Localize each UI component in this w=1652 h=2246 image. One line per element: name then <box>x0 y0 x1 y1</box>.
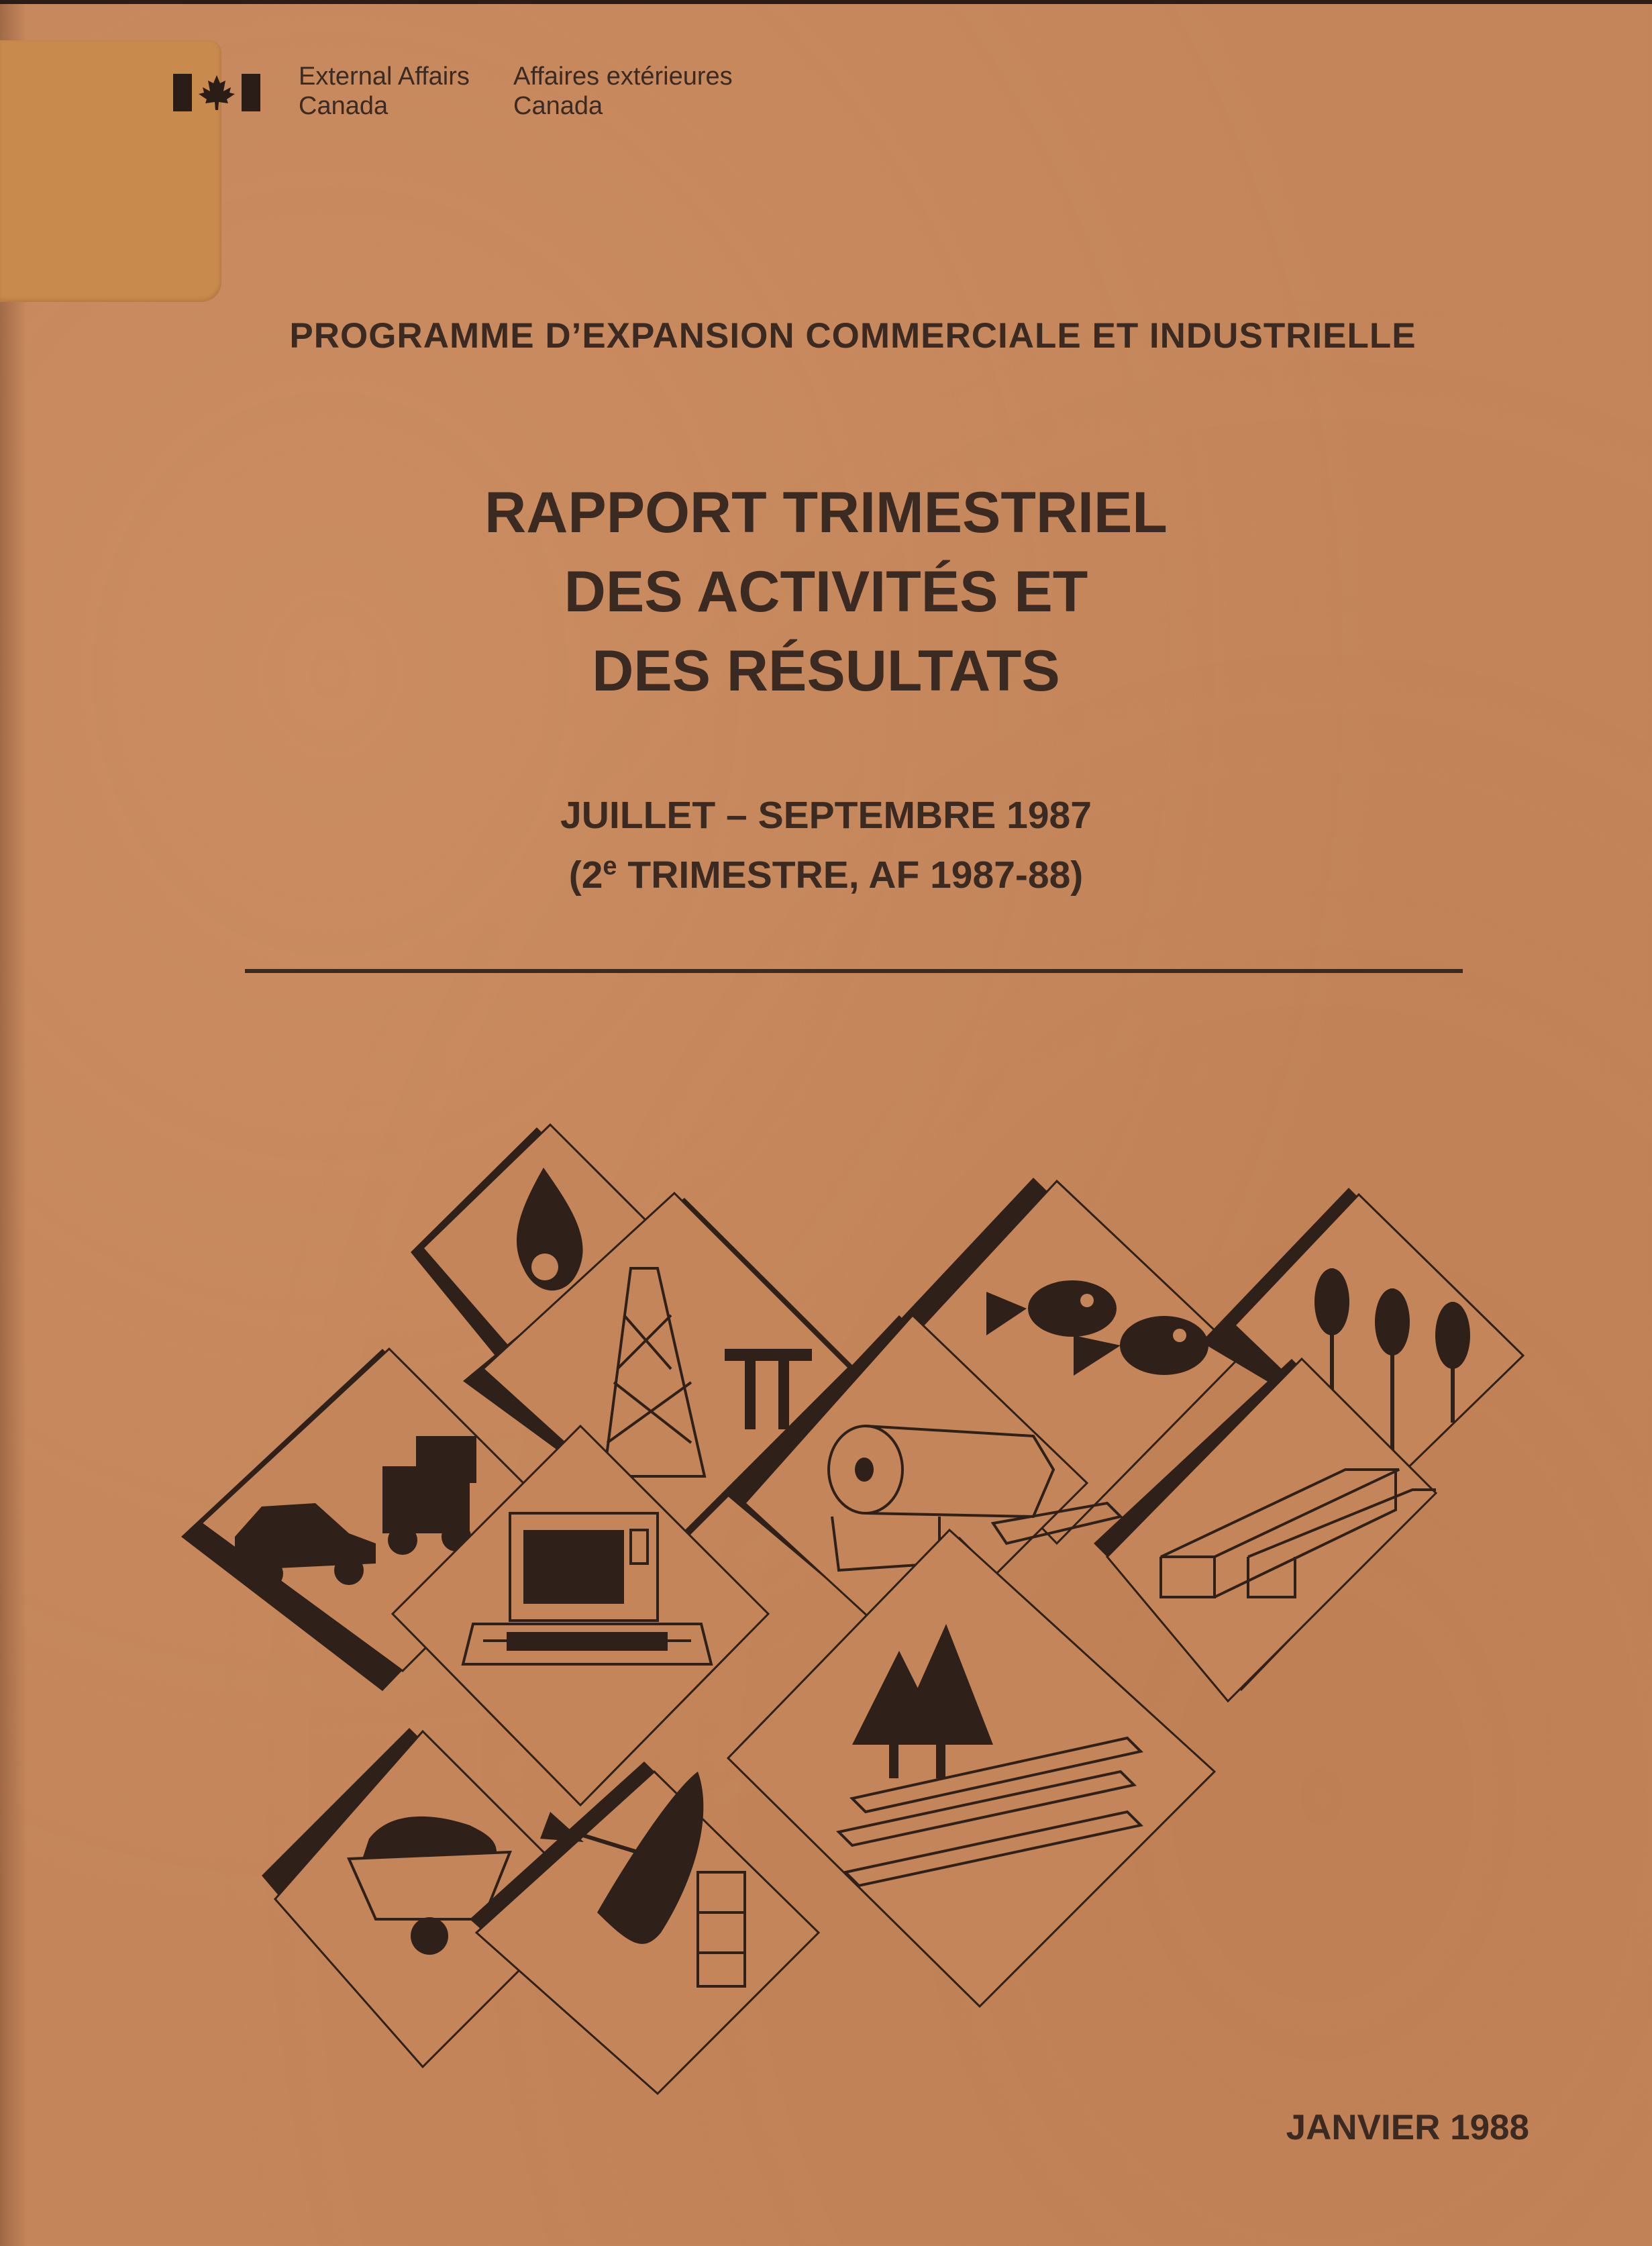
publication-date: JANVIER 1988 <box>1286 2108 1529 2147</box>
program-heading-text: PROGRAMME D’EXPANSION COMMERCIALE ET INDUSTRIELLE <box>289 316 1416 356</box>
title-line2: DES ACTIVITÉS ET <box>564 560 1088 624</box>
department-fr-line1: Affaires extérieures <box>513 62 733 91</box>
department-fr-line2: Canada <box>513 92 603 120</box>
department-en-line2: Canada <box>299 92 389 120</box>
title-line1: RAPPORT TRIMESTRIEL <box>484 480 1168 545</box>
period-line2-pre: (2 <box>568 854 603 897</box>
period-line2-post: TRIMESTRE, AF 1987-88) <box>617 854 1084 897</box>
satellite-dish-icon <box>470 1762 819 2094</box>
period-line2-sup: e <box>603 852 617 880</box>
department-en-line1: External Affairs <box>299 62 470 91</box>
title-line3: DES RÉSULTATS <box>592 639 1060 703</box>
period-line1: JUILLET – SEPTEMBRE 1987 <box>560 794 1092 837</box>
